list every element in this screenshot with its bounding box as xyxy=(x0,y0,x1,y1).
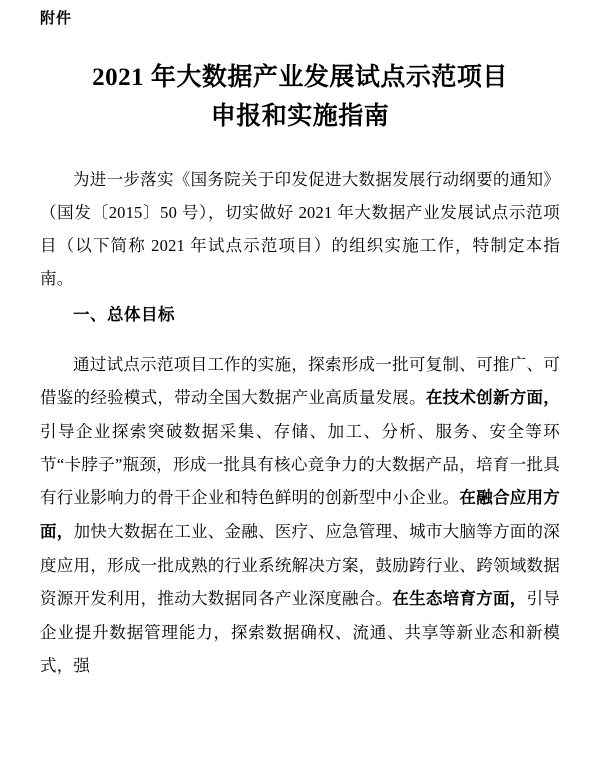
section-heading-overall-goal: 一、总体目标 xyxy=(73,305,175,324)
goal-text-part-1: 通过试点示范项目工作的实施，探索形成一批可复制、可推广、可借鉴的经验模式，带动全国大数据产业高质量发展。 xyxy=(40,355,560,407)
goal-bold-tech-innovation: 在技术创新方面， xyxy=(425,389,560,407)
goal-text-part-2: 引导企业探索突破数据采集、存储、加工、分析、服务、安全等环节“卡脖子”瓶颈，形成一批具有核心竞争力的大数据产品，培育一批具有行业影响力的骨干企业和特色鲜明的创新型中小企业。 xyxy=(40,422,560,507)
page-title-line-2: 申报和实施指南 xyxy=(210,102,390,130)
goal-paragraph xyxy=(40,348,560,682)
goal-bold-integrated-application: 在融合应用方面， xyxy=(40,489,561,541)
attachment-label: 附件 xyxy=(40,10,73,27)
goal-text-part-3: 加快大数据在工业、金融、医疗、应急管理、城市大脑等方面的深度应用，形成一批成熟的行业系统解决方案，鼓励跨行业、跨领域数据资源开发利用，推动大数据同各产业深度融合。 xyxy=(40,522,560,608)
goal-bold-ecosystem-cultivation: 在生态培育方面， xyxy=(392,590,527,608)
document-body xyxy=(40,163,560,683)
page-title-line-1: 2021 年大数据产业发展试点示范项目 xyxy=(92,64,508,91)
page-title xyxy=(40,59,560,137)
intro-paragraph: 为进一步落实《国务院关于印发促进大数据发展行动纲要的通知》（国发〔2015〕50 号），切实做好 2021 年大数据产业发展试点示范项目（以下简称 2021 年试点示范项目）的组织实施工作，特制定本指南。 xyxy=(40,169,560,288)
goal-text-part-4: 引导企业提升数据管理能力，探索数据确权、流通、共享等新业态和新模式，强 xyxy=(40,589,560,675)
